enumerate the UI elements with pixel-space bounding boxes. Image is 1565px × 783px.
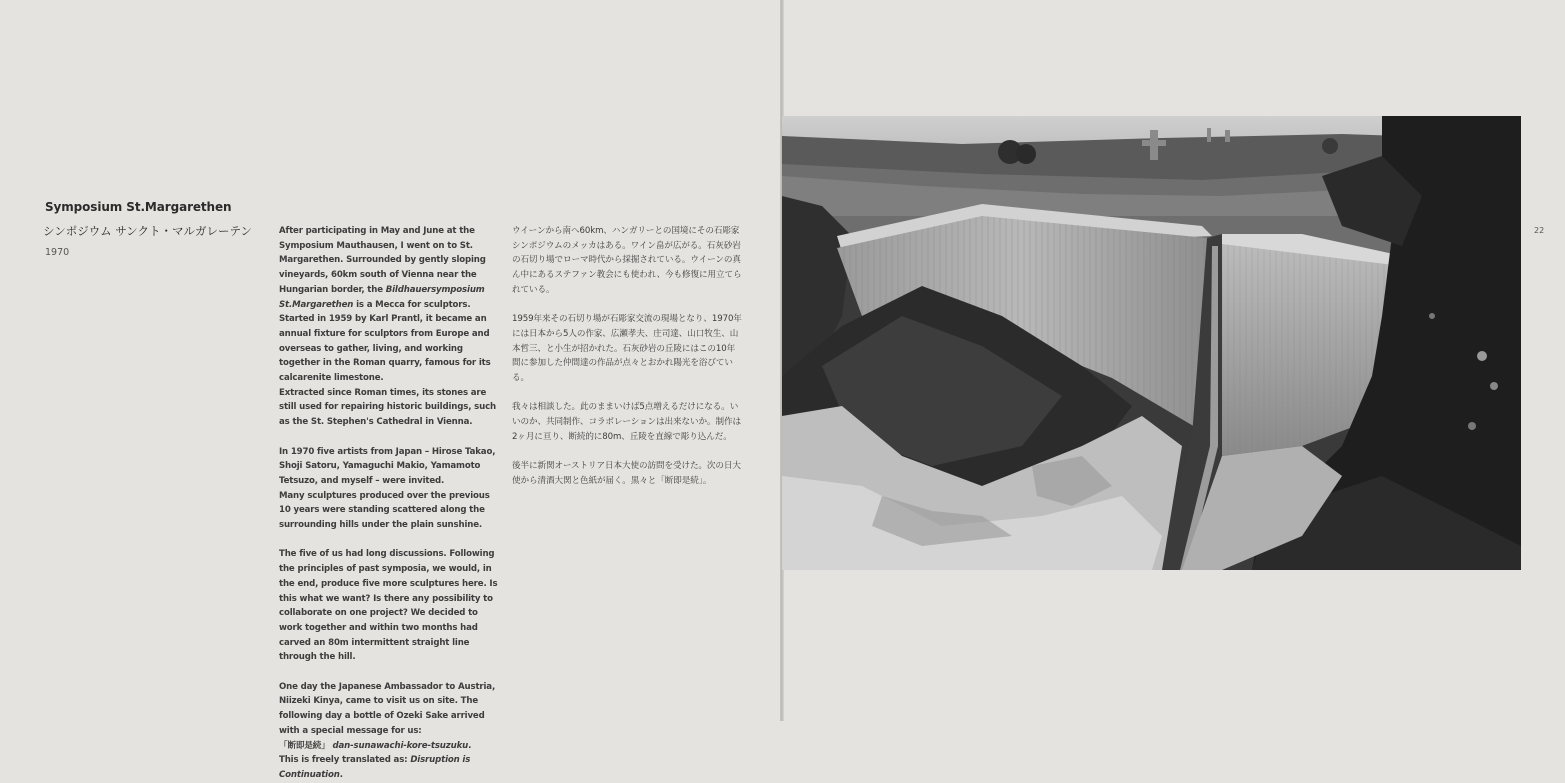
english-paragraph-6: The five of us had long discussions. Following the principles of past symposia, we would, in the end, produce five more sculptures here. Is this what we want? Is there any possibility to collaborate on one project? We decided to work together and within two months had carved an 80m intermittent straight line through the hill. bbox=[279, 549, 498, 663]
english-p9-end: . bbox=[339, 769, 343, 780]
english-p9-start: This is freely translated as: bbox=[279, 755, 411, 766]
year-label: 1970 bbox=[45, 247, 70, 258]
title-english: Symposium St.Margarethen bbox=[45, 200, 232, 214]
japanese-text-column bbox=[512, 224, 742, 489]
english-paragraph-1 bbox=[279, 224, 501, 312]
page-number: 22 bbox=[1534, 226, 1545, 235]
japanese-paragraph-1: ウイーンから南へ60km、ハンガリーとの国境にその石彫家シンポジウムのメッカはある。ワイン畠が広がる。石灰砂岩の石切り場でローマ時代から採掘されている。ウイーンの真ん中にあるステファン教会にも使われ、今も修復に用立てられている。 bbox=[512, 226, 742, 295]
english-text-column bbox=[279, 224, 501, 783]
japanese-paragraph-4: 後半に新関オーストリア日本大使の訪問を受けた。次の日大使から清酒大関と色紙が届く。黒々と「断即是続」。 bbox=[512, 461, 741, 486]
english-p1-end: is a Mecca for sculptors. bbox=[353, 299, 471, 310]
english-p9-italic: Disruption is Continuation bbox=[279, 755, 471, 780]
english-paragraph-4: In 1970 five artists from Japan – Hirose Takao, Shoji Satoru, Yamaguchi Makio, Yamamoto Tetsuzo, and myself – were invited. bbox=[279, 446, 496, 486]
english-paragraph-8 bbox=[279, 739, 501, 754]
english-p1-intro: After participating in May and June at the Symposium Mauthausen, I went on to St. Margarethen. Surrounded by gently sloping vineyards, 60km south of Vienna near the Hungarian border, the bbox=[279, 226, 486, 295]
english-paragraph-5: Many sculptures produced over the previous 10 years were standing scattered along the surrounding hills under the plain sunshine. bbox=[279, 490, 490, 531]
english-p8-jp: 「断即是続」 bbox=[279, 740, 330, 751]
japanese-paragraph-2: 1959年来その石切り場が石彫家交流の現場となり、1970年には日本から5人の作家、広瀬孝夫、庄司達、山口牧生、山本哲三、と小生が招かれた。石灰砂岩の丘陵にはこの10年間に参加した仲間達の作品が点々とおかれ陽光を浴びている。 bbox=[512, 314, 742, 384]
english-p8-italic: dan-sunawachi-kore-tsuzuku bbox=[332, 740, 469, 751]
quarry-photograph bbox=[782, 116, 1521, 570]
japanese-paragraph-3: 我々は相談した。此のままいけば5点増えるだけになる。いいのか、共同制作、コラボレーションは出来ないか。制作は2ヶ月に亘り、断続的に80m、丘陵を直線で彫り込んだ。 bbox=[512, 402, 741, 442]
english-paragraph-7: One day the Japanese Ambassador to Austria, Niizeki Kinya, came to visit us on site. The following day a bottle of Ozeki Sake arrived with a special message for us: bbox=[279, 681, 496, 736]
english-paragraph-2: Started in 1959 by Karl Prantl, it became an annual fixture for sculptors from Europe and overseas to gather, living, and working together in the Roman quarry, famous for its calcarenite limestone. bbox=[279, 314, 491, 384]
english-p8-end: . bbox=[468, 740, 472, 751]
english-p1-italic: Bildhauersymposium St.Margarethen bbox=[279, 284, 485, 310]
english-paragraph-9 bbox=[279, 753, 501, 782]
english-paragraph-3: Extracted since Roman times, its stones are still used for repairing historic buildings, such as the St. Stephen's Cathedral in Vienna. bbox=[279, 387, 496, 428]
title-japanese: シンポジウム サンクト・マルガレーテン bbox=[43, 224, 252, 238]
